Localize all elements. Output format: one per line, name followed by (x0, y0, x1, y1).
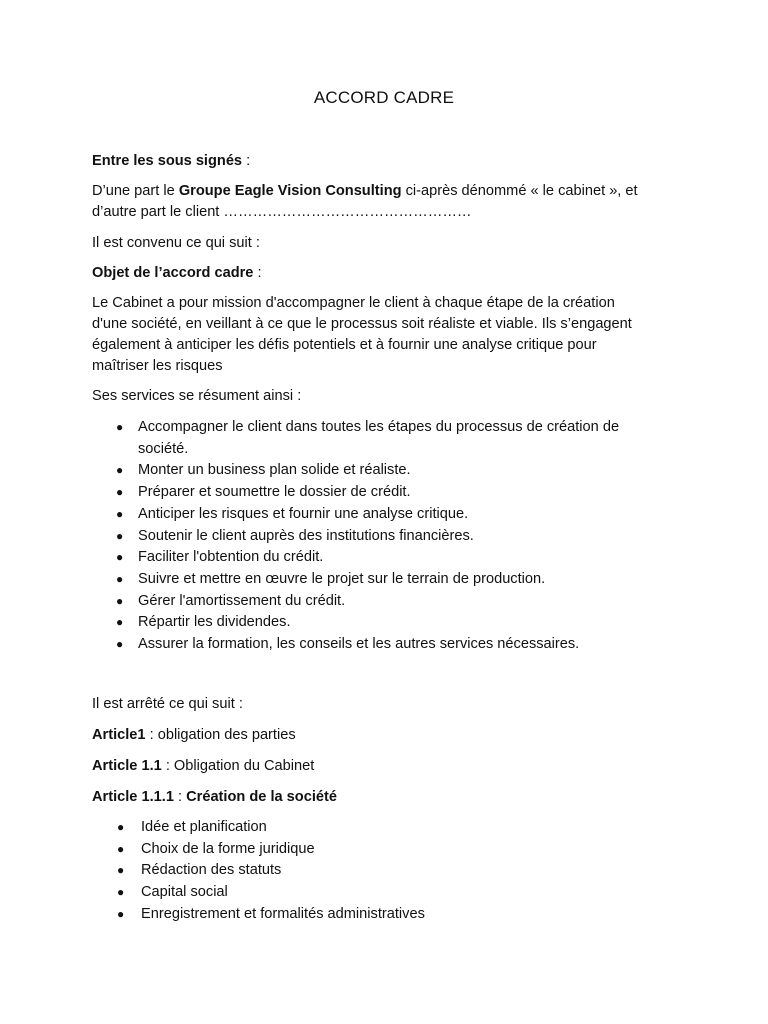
list-item (92, 569, 672, 591)
bullet-icon: ● (117, 863, 125, 878)
objet-heading-label: Objet de l’accord cadre (92, 265, 254, 281)
article-1-1-1-label: Article 1.1.1 (92, 789, 174, 805)
bullet-icon: ● (117, 885, 125, 900)
bullet-icon: ● (116, 550, 124, 565)
convenu-line: Il est convenu ce qui suit : (92, 235, 260, 251)
bullet-icon: ● (117, 820, 125, 834)
list-item (92, 547, 672, 569)
list-item (92, 482, 672, 504)
article-1-1-text: : Obligation du Cabinet (161, 758, 315, 774)
list-item (92, 634, 672, 656)
list-item-text: Monter un business plan solide et réaliste. (138, 462, 411, 479)
parties-suffix: ci-après dénommé « le cabinet », et (401, 183, 638, 199)
list-item-text: Enregistrement et formalités administratives (141, 905, 425, 922)
bullet-icon: ● (116, 571, 124, 586)
article-1-1-1-sep: : (173, 789, 187, 805)
bullet-icon: ● (116, 485, 124, 500)
parties-heading-colon: : (242, 153, 251, 169)
list-item-text: Choix de la forme juridique (141, 840, 315, 857)
bullet-icon: ● (116, 420, 124, 434)
list-item (92, 882, 672, 904)
article-1-1-label: Article 1.1 (92, 758, 162, 774)
list-item-text: Soutenir le client auprès des institutions financières. (138, 527, 474, 544)
list-item (92, 526, 672, 548)
creation-list (92, 817, 672, 926)
article-1-label: Article1 (92, 727, 146, 743)
list-item-text: Accompagner le client dans toutes les étapes du processus de création de société. (138, 419, 620, 457)
list-item (92, 591, 672, 613)
bullet-icon: ● (116, 593, 124, 608)
list-item-text: Assurer la formation, les conseils et les autres services nécessaires. (138, 636, 580, 653)
list-item (92, 839, 672, 861)
list-item-text: Gérer l'amortissement du crédit. (138, 592, 346, 609)
list-item-text: Idée et planification (141, 819, 267, 835)
list-item-text: Faciliter l'obtention du crédit. (138, 549, 324, 566)
article-1-text: : obligation des parties (145, 727, 296, 743)
bullet-icon: ● (116, 615, 124, 630)
services-list (92, 417, 672, 656)
services-intro: Ses services se résument ainsi : (92, 388, 302, 404)
list-item-text: Capital social (141, 884, 228, 901)
parties-heading-label: Entre les sous signés (92, 153, 243, 169)
arrete-line: Il est arrêté ce qui suit : (92, 696, 243, 712)
mission-line: Le Cabinet a pour mission d'accompagner le client à chaque étape de la création (92, 295, 615, 311)
objet-heading-colon: : (253, 265, 262, 281)
bullet-icon: ● (116, 528, 124, 543)
mission-line: également à anticiper les défis potentiels et à fournir une analyse critique pour (92, 337, 597, 353)
article-1-1-1-text: Création de la société (186, 789, 337, 805)
list-item (92, 612, 672, 634)
parties-prefix: D’une part le (92, 183, 179, 199)
mission-paragraph (92, 293, 692, 377)
parties-heading (92, 151, 682, 172)
company-name: Groupe Eagle Vision Consulting (178, 183, 402, 199)
list-item-text: Suivre et mettre en œuvre le projet sur le terrain de production. (138, 570, 546, 587)
list-item (92, 417, 672, 460)
article-1-1 (92, 756, 682, 777)
list-item (92, 817, 672, 839)
list-item-text: Anticiper les risques et fournir une analyse critique. (138, 505, 469, 522)
parties-paragraph (92, 181, 692, 223)
bullet-icon: ● (117, 841, 125, 856)
list-item (92, 460, 672, 482)
bullet-icon: ● (116, 463, 124, 478)
mission-line: maîtriser les risques (92, 358, 223, 374)
article-1-1-1 (92, 787, 682, 808)
list-item-text: Rédaction des statuts (141, 862, 282, 879)
mission-line: d'une société, en veillant à ce que le processus soit réaliste et viable. Ils s’engagent (92, 316, 632, 332)
bullet-icon: ● (117, 906, 125, 921)
list-item (92, 860, 672, 882)
list-item (92, 904, 672, 926)
parties-line-2: d’autre part le client …………………………………………… (92, 204, 472, 220)
list-item (92, 504, 672, 526)
bullet-icon: ● (116, 506, 124, 521)
parties-line-1 (92, 181, 692, 202)
objet-heading (92, 263, 682, 284)
article-1 (92, 725, 682, 746)
list-item-text: Préparer et soumettre le dossier de crédit. (138, 484, 411, 501)
bullet-icon: ● (116, 637, 124, 652)
document-title: ACCORD CADRE (313, 88, 455, 107)
list-item-text: Répartir les dividendes. (138, 614, 291, 631)
